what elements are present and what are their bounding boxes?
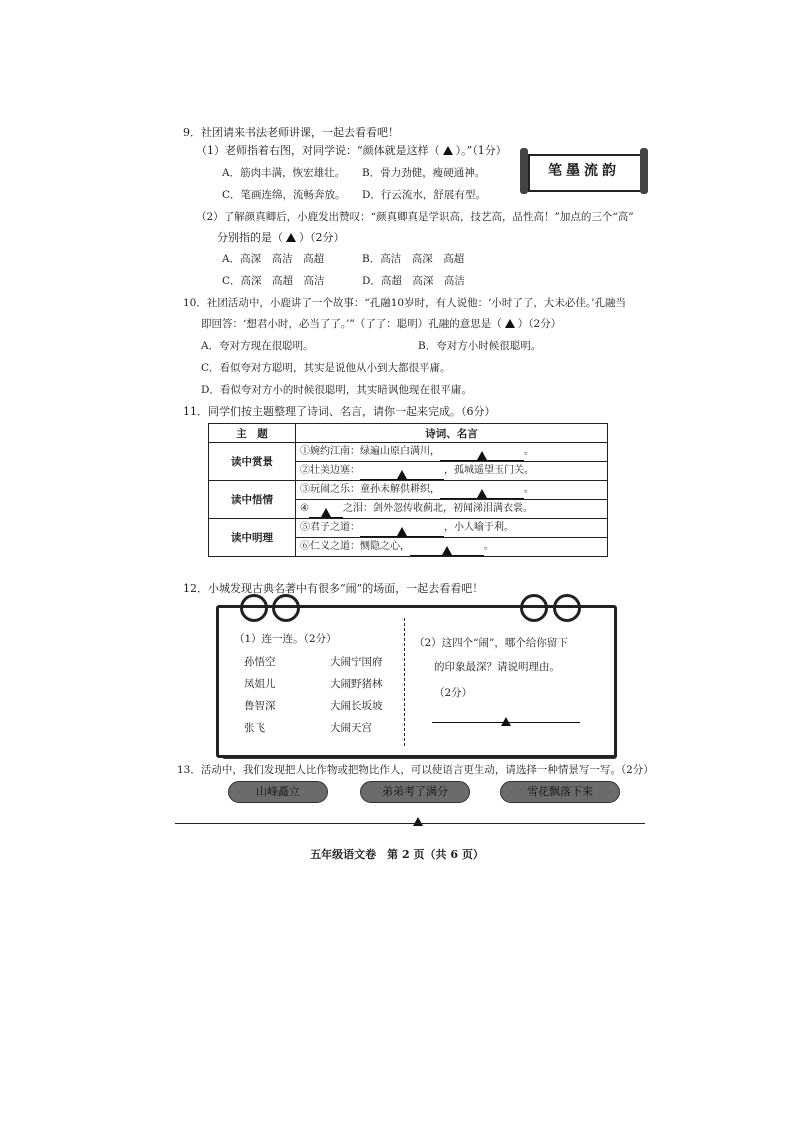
fill-blank-input[interactable] xyxy=(360,467,444,480)
q12-stem: 12．小城发现古典名著中有很多“闹”的场面，一起去看看吧！ xyxy=(183,582,484,595)
q9-stem: 9．社团请来书法老师讲课，一起去看看吧！ xyxy=(183,126,399,139)
q12-part2-line3: （2分） xyxy=(434,687,473,699)
fill-blank-input[interactable] xyxy=(410,543,484,556)
answer-triangle-icon xyxy=(442,546,452,555)
match-right-item[interactable]: 大闹长坂坡 xyxy=(330,700,383,712)
answer-marker xyxy=(410,810,426,829)
content-cell: ①婉约江南：绿遍山原白满川， 。 xyxy=(296,443,608,462)
theme-cell: 读中悟情 xyxy=(209,481,296,519)
page-footer: 五年级语文卷 第 2 页（共 6 页） xyxy=(310,848,484,861)
header-theme: 主 题 xyxy=(209,424,296,443)
notebook-frame xyxy=(216,605,617,758)
table-header-row xyxy=(209,424,608,443)
theme-cell: 读中明理 xyxy=(209,519,296,557)
content-cell: ④ 之泪：剑外忽传收蓟北，初闻涕泪满衣裳。 xyxy=(296,500,608,519)
match-left-item[interactable]: 孙悟空 xyxy=(244,656,276,668)
answer-rule-line xyxy=(175,823,645,824)
ring-icon xyxy=(553,594,581,622)
table-row xyxy=(209,443,608,462)
q10-line1: 10．社团活动中，小鹿讲了一个故事：“孔融10岁时，有人说他：‘小时了了，大未必佳。’孔融当 xyxy=(183,297,627,309)
header-content: 诗词、名言 xyxy=(296,424,608,443)
answer-triangle-icon xyxy=(413,817,423,826)
q9-sub2-line2: 分别指的是（ ）（2分） xyxy=(217,231,345,244)
q9-option-c: C．笔画连绵，流畅奔放。 xyxy=(222,189,346,201)
scenario-option-mountain[interactable]: 山峰矗立 xyxy=(228,781,328,803)
content-cell: ③玩闹之乐：童孙未解供耕织， 。 xyxy=(296,481,608,500)
content-cell: ⑥仁义之道：恻隐之心， 。 xyxy=(296,538,608,557)
fill-blank-input[interactable] xyxy=(309,505,343,518)
answer-triangle-icon xyxy=(501,717,511,726)
answer-triangle-icon xyxy=(477,489,487,498)
q9-2-option-c: C．高深 高超 高洁 xyxy=(222,275,325,287)
q9-sub2-line1: （2）了解颜真卿后，小鹿发出赞叹：“颜真卿真是学识高，技艺高，品性高！”加点的三个“高” xyxy=(196,211,634,223)
scenario-option-snow[interactable]: 雪花飘落下来 xyxy=(500,781,620,803)
answer-triangle-icon xyxy=(321,508,331,517)
fill-blank-input[interactable] xyxy=(440,448,524,461)
q10-line2: 即回答：‘想君小时，必当了了。’”（了了：聪明）孔融的意思是（ ）（2分） xyxy=(201,318,562,330)
q9-option-a: A．筋肉丰满，恢宏雄壮。 xyxy=(222,167,346,179)
q10-option-a: A．夸对方现在很聪明。 xyxy=(201,340,314,352)
fill-blank-input[interactable] xyxy=(440,486,524,499)
ring-icon xyxy=(272,594,300,622)
table-row xyxy=(209,481,608,500)
answer-triangle-icon xyxy=(443,146,453,155)
answer-triangle-icon xyxy=(397,527,407,536)
q13-stem: 13．活动中，我们发现把人比作物或把物比作人，可以使语言更生动，请选择一种情景写一写。（2分） xyxy=(177,764,654,776)
q9-2-option-a: A．高深 高洁 高超 xyxy=(222,253,325,265)
poem-table xyxy=(208,423,608,557)
notebook-divider xyxy=(404,618,405,746)
content-cell: ⑤君子之道： ，小人喻于利。 xyxy=(296,519,608,538)
q11-stem: 11．同学们按主题整理了诗词、名言，请你一起来完成。（6分） xyxy=(183,405,496,418)
match-right-item[interactable]: 大闹宁国府 xyxy=(330,656,383,668)
answer-triangle-icon xyxy=(397,470,407,479)
theme-cell: 读中赏景 xyxy=(209,443,296,481)
match-right-item[interactable]: 大闹天宫 xyxy=(330,722,372,734)
q10-option-b: B．夸对方小时候很聪明。 xyxy=(418,340,542,352)
q9-sub1: （1）老师指着右图，对同学说：“颜体就是这样（ ）。”（1分） xyxy=(196,144,507,157)
q9-option-b: B．骨力劲健，瘦硬通神。 xyxy=(362,167,486,179)
q12-part2-line2: 的印象最深？请说明理由。 xyxy=(434,661,560,673)
answer-line-input[interactable] xyxy=(432,710,580,723)
answer-triangle-icon xyxy=(505,319,515,328)
q10-option-d: D．看似夸对方小的时候很聪明，其实暗讽他现在很平庸。 xyxy=(201,384,472,396)
q12-part2-line1: （2）这四个“闹”，哪个给你留下 xyxy=(414,637,568,649)
q10-option-c: C．看似夸对方聪明，其实是说他从小到大都很平庸。 xyxy=(201,362,451,374)
ring-icon xyxy=(240,594,268,622)
scroll-title: 笔墨流韵 xyxy=(548,163,620,179)
q12-part1-title: （1）连一连。（2分） xyxy=(234,633,337,645)
answer-triangle-icon xyxy=(286,233,296,242)
fill-blank-input[interactable] xyxy=(360,524,444,537)
match-left-item[interactable]: 鲁智深 xyxy=(244,700,276,712)
calligraphy-scroll-image xyxy=(520,148,648,194)
table-row xyxy=(209,519,608,538)
scenario-option-brother[interactable]: 弟弟考了满分 xyxy=(360,781,470,803)
match-right-item[interactable]: 大闹野猪林 xyxy=(330,678,383,690)
q9-2-option-d: D．高超 高深 高洁 xyxy=(362,275,465,287)
ring-icon xyxy=(520,594,548,622)
match-left-item[interactable]: 凤姐儿 xyxy=(244,678,276,690)
content-cell: ②壮美边塞： ，孤城遥望玉门关。 xyxy=(296,462,608,481)
answer-triangle-icon xyxy=(477,451,487,460)
match-left-item[interactable]: 张飞 xyxy=(244,722,265,734)
q9-option-d: D．行云流水，舒展有型。 xyxy=(362,189,486,201)
q9-2-option-b: B．高洁 高深 高超 xyxy=(362,253,465,265)
